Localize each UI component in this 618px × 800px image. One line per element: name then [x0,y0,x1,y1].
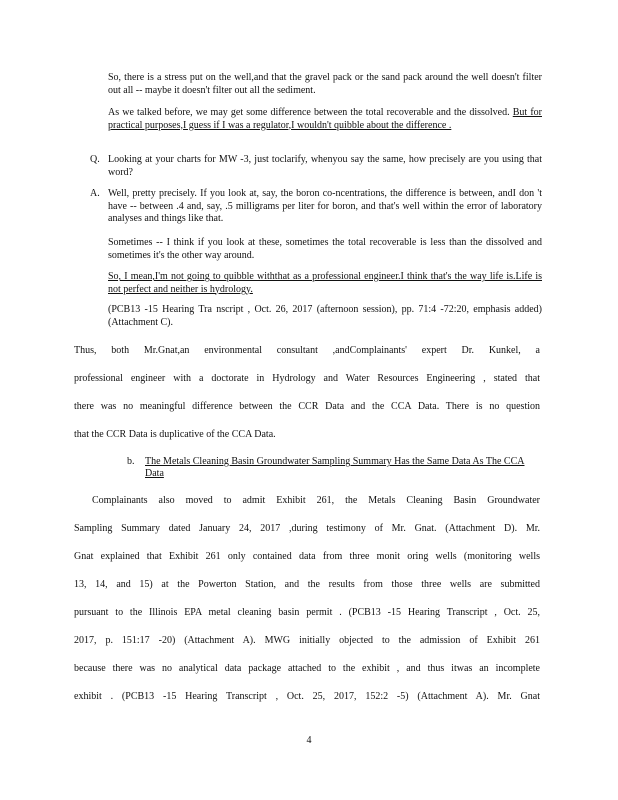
document-page: So, there is a stress put on the well,and that the gravel pack or the sand pack around the well doesn't filter out all -- maybe it doesn't filter out all the sediment. As we talked before, we may get some difference between the total recoverable and the dissolved. But for practical purposes,I guess if I was a regulator,I wouldn't quibble about the difference . Q. Looking at your charts for MW -3, just toclarify, whenyou say the same, how precisely are you using that word? A. Well, pretty precisely. If you look at, say, the boron co-ncentrations, the difference is between, andI don 't have -- between .4 and, say, .5 milligrams per liter for boron, and that's well within the error of laboratory analyses and things like that. Sometimes -- I think if you look at these, sometimes the total recoverable is less than the dissolved and sometimes it's the other way around. So, I mean,I'm not going to quibble withthat as a professional engineer.I think that's the way life is.Life is not perfect and neither is hydrology. (PCB13 -15 Hearing Tra nscript , Oct. 26, 2017 (afternoon session), pp. 71:4 -72:20, emphasis added) (Attachment C). Thus, both Mr.Gnat,an environmental consultant ,andComplainants' expert Dr. Kunkel, a professional engineer with a doctorate in Hydrology and Water Resources Engineering , stated that there was no meaningful difference between the CCR Data and the CCA Data. There is no question that the CCR Data is duplicative of the CCA Data. b. The Metals Cleaning Basin Groundwater Sampling Summary Has the Same Data As The CCA Data Complainants also moved to admit Exhibit 261, the Metals Cleaning Basin Groundwater Sampling Summary dated January 24, 2017 ,during testimony of Mr. Gnat. (Attachment D). Mr. Gnat explained that Exhibit 261 only contained data from three monit oring wells (monitoring wells 13, 14, and 15) at the Powerton Station, and the results from those three wells are submitted pursuant to the Illinois EPA metal cleaning basin permit . (PCB13 -15 Hearing Transcript , Oct. 25, 2017, p. 151:17 -20) (Attachment A). MWG initially objected to the admission of Exhibit 261 because there was no analytical data package attached to the exhibit , and thus itwas an incomplete exhibit . (PCB13 -15 Hearing Transcript , Oct. 25, 2017, 152:2 -5) (Attachment A). Mr. Gnat 4 [0,0,618,800]
body-line: Thus, both Mr.Gnat,an environmental consultant ,andComplainants' expert Dr. Kunkel, a [74,345,540,356]
body-line: that the CCR Data is duplicative of the CCA Data. [74,429,276,440]
body-line: professional engineer with a doctorate in Hydrology and Water Resources Engineering , stated that [74,373,540,384]
quote-paragraph-4: So, I mean,I'm not going to quibble withthat as a professional engineer.I think that's the way life is.Life is not perfect and neither is hydrology. [108,271,542,295]
quote-paragraph-3: Sometimes -- I think if you look at these, sometimes the total recoverable is less than the dissolved and sometimes it's the other way around. [108,237,542,261]
quote-paragraph-1: So, there is a stress put on the well,and that the gravel pack or the sand pack around the well doesn't filter out all -- maybe it doesn't filter out all the sediment. [108,72,542,96]
body-line: pursuant to the Illinois EPA metal cleaning basin permit . (PCB13 -15 Hearing Transcript , Oct. 25, [74,607,540,618]
body-line: exhibit . (PCB13 -15 Hearing Transcript , Oct. 25, 2017, 152:2 -5) (Attachment A). Mr. Gnat [74,691,540,702]
quote-paragraph-2: As we talked before, we may get some difference between the total recoverable and the dissolved. But for practical purposes,I guess if I was a regulator,I wouldn't quibble about the difference . [108,107,542,131]
body-line: Sampling Summary dated January 24, 2017 ,during testimony of Mr. Gnat. (Attachment D). Mr. [74,523,540,534]
body-line: there was no meaningful difference between the CCR Data and the CCA Data. There is no question [74,401,540,412]
body-line: because there was no analytical data package attached to the exhibit , and thus itwas an incomplete [74,663,540,674]
page-number: 4 [306,735,312,746]
body-line: Gnat explained that Exhibit 261 only contained data from three monit oring wells (monitoring wells [74,551,540,562]
body-line: 13, 14, and 15) at the Powerton Station, and the results from those three wells are submitted [74,579,540,590]
body-line: Complainants also moved to admit Exhibit 261, the Metals Cleaning Basin Groundwater [92,495,540,506]
citation-1: (PCB13 -15 Hearing Tra nscript , Oct. 26, 2017 (afternoon session), pp. 71:4 -72:20, emphasis added) (Attachment C). [108,304,542,328]
body-line: 2017, p. 151:17 -20) (Attachment A). MWG initially objected to the admission of Exhibit 261 [74,635,540,646]
